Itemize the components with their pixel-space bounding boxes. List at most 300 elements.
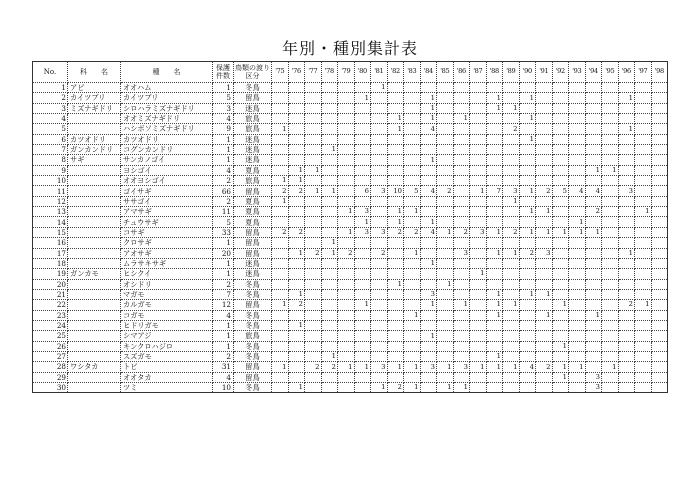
year-count-cell: [486, 134, 503, 144]
year-count-cell: [321, 300, 338, 310]
year-count-cell: 1: [404, 310, 421, 320]
header-year: '85: [437, 62, 454, 83]
species-name-cell: マガモ: [121, 289, 213, 299]
family-name-cell: ミズナギドリ: [68, 103, 121, 113]
year-count-cell: [354, 165, 371, 175]
row-no-cell: 24: [33, 320, 68, 330]
year-count-cell: [354, 248, 371, 258]
year-count-cell: [453, 372, 470, 382]
species-name-cell: コサギ: [121, 227, 213, 237]
year-count-cell: [519, 351, 536, 361]
year-count-cell: 1: [272, 300, 289, 310]
year-count-cell: [585, 134, 602, 144]
year-count-cell: 1: [453, 114, 470, 124]
year-count-cell: [635, 134, 652, 144]
year-count-cell: [288, 145, 305, 155]
year-count-cell: [651, 362, 668, 372]
year-count-cell: [470, 176, 487, 186]
year-count-cell: [519, 258, 536, 268]
species-name-cell: チュウサギ: [121, 217, 213, 227]
protection-count-cell: 4: [213, 114, 234, 124]
year-count-cell: [338, 279, 355, 289]
header-year: '96: [618, 62, 635, 83]
header-count: 保護件数: [213, 62, 234, 83]
year-count-cell: 2: [305, 362, 322, 372]
year-count-cell: [536, 320, 553, 330]
protection-count-cell: 1: [213, 83, 234, 93]
year-count-cell: 1: [536, 310, 553, 320]
year-count-cell: [420, 165, 437, 175]
year-count-cell: [569, 83, 586, 93]
species-name-cell: ヒドリガモ: [121, 320, 213, 330]
migration-type-cell: 冬鳥: [234, 382, 272, 392]
year-count-cell: [437, 341, 454, 351]
year-count-cell: 1: [437, 227, 454, 237]
year-count-cell: [338, 145, 355, 155]
table-row: [33, 134, 668, 144]
year-count-cell: 1: [371, 83, 388, 93]
year-count-cell: [437, 93, 454, 103]
year-count-cell: [404, 114, 421, 124]
year-count-cell: [437, 176, 454, 186]
year-count-cell: 1: [420, 93, 437, 103]
year-count-cell: [371, 124, 388, 134]
year-count-cell: [635, 372, 652, 382]
table-row: [33, 103, 668, 113]
year-count-cell: [321, 124, 338, 134]
row-no-cell: 14: [33, 217, 68, 227]
year-count-cell: [569, 372, 586, 382]
family-name-cell: アビ: [68, 83, 121, 93]
year-count-cell: [404, 217, 421, 227]
family-name-cell: ガンカモ: [68, 269, 121, 279]
year-count-cell: [387, 289, 404, 299]
year-count-cell: [371, 145, 388, 155]
year-count-cell: [437, 217, 454, 227]
year-count-cell: 2: [536, 186, 553, 196]
year-count-cell: [486, 279, 503, 289]
year-count-cell: [519, 331, 536, 341]
year-count-cell: [651, 269, 668, 279]
year-count-cell: [486, 372, 503, 382]
year-count-cell: [354, 155, 371, 165]
year-count-cell: [486, 382, 503, 392]
protection-count-cell: 1: [213, 331, 234, 341]
family-name-cell: [68, 300, 121, 310]
year-count-cell: [602, 103, 619, 113]
year-count-cell: [453, 289, 470, 299]
family-name-cell: [68, 227, 121, 237]
year-count-cell: [321, 207, 338, 217]
header-family: 科 名: [68, 62, 121, 83]
year-count-cell: [552, 248, 569, 258]
year-count-cell: 1: [536, 207, 553, 217]
year-count-cell: [602, 93, 619, 103]
year-count-cell: [387, 258, 404, 268]
year-count-cell: [338, 124, 355, 134]
year-count-cell: [404, 300, 421, 310]
table-body: [33, 83, 668, 393]
year-count-cell: [305, 372, 322, 382]
family-name-cell: [68, 196, 121, 206]
year-count-cell: 2: [453, 227, 470, 237]
row-no-cell: 25: [33, 331, 68, 341]
year-count-cell: [552, 124, 569, 134]
year-count-cell: 1: [404, 248, 421, 258]
year-count-cell: [618, 289, 635, 299]
year-count-cell: [585, 196, 602, 206]
year-count-cell: [288, 310, 305, 320]
year-count-cell: [321, 331, 338, 341]
year-count-cell: 2: [387, 227, 404, 237]
year-count-cell: [404, 83, 421, 93]
year-count-cell: [635, 331, 652, 341]
year-count-cell: [651, 300, 668, 310]
year-count-cell: [569, 93, 586, 103]
year-count-cell: [470, 289, 487, 299]
year-count-cell: [321, 176, 338, 186]
year-count-cell: [519, 196, 536, 206]
year-count-cell: [651, 196, 668, 206]
year-count-cell: [420, 320, 437, 330]
year-count-cell: [305, 227, 322, 237]
year-count-cell: 1: [272, 196, 289, 206]
header-year: '98: [651, 62, 668, 83]
year-count-cell: 1: [519, 227, 536, 237]
year-count-cell: [305, 310, 322, 320]
migration-type-cell: 迷鳥: [234, 269, 272, 279]
year-count-cell: [453, 165, 470, 175]
year-count-cell: [552, 196, 569, 206]
year-count-cell: [602, 134, 619, 144]
year-count-cell: [404, 238, 421, 248]
year-count-cell: [552, 279, 569, 289]
year-count-cell: [420, 372, 437, 382]
year-count-cell: [470, 341, 487, 351]
year-count-cell: [338, 269, 355, 279]
year-count-cell: [404, 320, 421, 330]
year-count-cell: [635, 289, 652, 299]
year-count-cell: [503, 382, 520, 392]
year-count-cell: [552, 238, 569, 248]
year-count-cell: 1: [618, 248, 635, 258]
migration-type-cell: 旅鳥: [234, 331, 272, 341]
year-count-cell: [503, 145, 520, 155]
year-count-cell: [288, 238, 305, 248]
migration-type-cell: 留鳥: [234, 372, 272, 382]
year-count-cell: [453, 207, 470, 217]
species-name-cell: ムラサキサギ: [121, 258, 213, 268]
year-count-cell: 4: [519, 362, 536, 372]
year-count-cell: 1: [338, 362, 355, 372]
year-count-cell: [569, 289, 586, 299]
year-count-cell: [387, 310, 404, 320]
species-name-cell: カツオドリ: [121, 134, 213, 144]
year-count-cell: [404, 279, 421, 289]
year-count-cell: [453, 258, 470, 268]
family-name-cell: [68, 382, 121, 392]
year-count-cell: 1: [503, 103, 520, 113]
table-row: [33, 269, 668, 279]
year-count-cell: [453, 351, 470, 361]
protection-count-cell: 3: [213, 103, 234, 113]
year-count-cell: [651, 217, 668, 227]
year-count-cell: [288, 196, 305, 206]
family-name-cell: [68, 372, 121, 382]
year-count-cell: [585, 145, 602, 155]
species-name-cell: コガモ: [121, 310, 213, 320]
year-count-cell: 3: [618, 186, 635, 196]
year-count-cell: [387, 248, 404, 258]
species-name-cell: ササゴイ: [121, 196, 213, 206]
year-count-cell: [470, 382, 487, 392]
year-count-cell: [503, 269, 520, 279]
year-count-cell: [305, 83, 322, 93]
year-count-cell: 1: [420, 300, 437, 310]
year-count-cell: [486, 83, 503, 93]
year-count-cell: 1: [387, 124, 404, 134]
table-row: [33, 351, 668, 361]
year-count-cell: [272, 382, 289, 392]
year-count-cell: [371, 279, 388, 289]
year-count-cell: [602, 186, 619, 196]
year-count-cell: [618, 145, 635, 155]
year-count-cell: [486, 114, 503, 124]
year-count-cell: [536, 176, 553, 186]
year-count-cell: [536, 258, 553, 268]
year-count-cell: [585, 238, 602, 248]
year-count-cell: 1: [420, 217, 437, 227]
protection-count-cell: 33: [213, 227, 234, 237]
year-count-cell: [651, 124, 668, 134]
year-count-cell: [602, 124, 619, 134]
year-count-cell: [519, 103, 536, 113]
year-count-cell: [272, 351, 289, 361]
year-count-cell: 1: [486, 93, 503, 103]
year-count-cell: [404, 351, 421, 361]
year-count-cell: [651, 331, 668, 341]
year-count-cell: [585, 103, 602, 113]
year-count-cell: [338, 289, 355, 299]
year-count-cell: [635, 310, 652, 320]
table-row: [33, 320, 668, 330]
year-count-cell: [635, 227, 652, 237]
year-count-cell: 1: [321, 186, 338, 196]
year-count-cell: 2: [321, 362, 338, 372]
year-count-cell: [552, 114, 569, 124]
migration-type-cell: 冬鳥: [234, 341, 272, 351]
year-count-cell: [618, 155, 635, 165]
year-count-cell: [354, 310, 371, 320]
protection-count-cell: 2: [213, 351, 234, 361]
year-count-cell: [305, 289, 322, 299]
year-count-cell: [437, 331, 454, 341]
row-no-cell: 22: [33, 300, 68, 310]
year-count-cell: 1: [305, 186, 322, 196]
year-count-cell: [470, 320, 487, 330]
year-count-cell: [536, 93, 553, 103]
species-name-cell: オシドリ: [121, 279, 213, 289]
year-count-cell: [519, 145, 536, 155]
year-count-cell: [453, 310, 470, 320]
year-count-cell: [453, 269, 470, 279]
year-count-cell: [272, 269, 289, 279]
year-count-cell: [338, 351, 355, 361]
protection-count-cell: 1: [213, 238, 234, 248]
year-count-cell: [635, 165, 652, 175]
year-count-cell: [651, 382, 668, 392]
year-count-cell: [569, 124, 586, 134]
year-count-cell: [338, 83, 355, 93]
year-count-cell: [470, 93, 487, 103]
year-count-cell: [585, 114, 602, 124]
year-count-cell: [305, 351, 322, 361]
family-name-cell: ワシタカ: [68, 362, 121, 372]
year-count-cell: [354, 289, 371, 299]
year-count-cell: 1: [486, 351, 503, 361]
migration-type-cell: 夏鳥: [234, 217, 272, 227]
year-count-cell: 2: [404, 227, 421, 237]
migration-type-cell: 迷鳥: [234, 103, 272, 113]
row-no-cell: 18: [33, 258, 68, 268]
year-count-cell: 1: [321, 351, 338, 361]
year-count-cell: [618, 196, 635, 206]
year-count-cell: [305, 124, 322, 134]
year-count-cell: [552, 155, 569, 165]
year-count-cell: 3: [503, 186, 520, 196]
year-count-cell: [503, 258, 520, 268]
year-count-cell: [635, 217, 652, 227]
year-count-cell: 1: [437, 279, 454, 289]
migration-type-cell: 冬鳥: [234, 289, 272, 299]
protection-count-cell: 5: [213, 217, 234, 227]
year-count-cell: [453, 155, 470, 165]
year-count-cell: [618, 165, 635, 175]
year-count-cell: [387, 155, 404, 165]
year-count-cell: 1: [486, 289, 503, 299]
year-count-cell: [602, 145, 619, 155]
table-row: [33, 310, 668, 320]
year-count-cell: [503, 320, 520, 330]
year-count-cell: [338, 382, 355, 392]
year-count-cell: [470, 248, 487, 258]
year-count-cell: [420, 207, 437, 217]
year-count-cell: [635, 248, 652, 258]
year-count-cell: [470, 155, 487, 165]
year-count-cell: [552, 83, 569, 93]
species-name-cell: シロハラミズナギドリ: [121, 103, 213, 113]
year-count-cell: [288, 207, 305, 217]
year-count-cell: [404, 145, 421, 155]
year-count-cell: [569, 279, 586, 289]
year-count-cell: 4: [420, 186, 437, 196]
row-no-cell: 8: [33, 155, 68, 165]
year-count-cell: [519, 372, 536, 382]
species-name-cell: オオタカ: [121, 372, 213, 382]
year-count-cell: [470, 258, 487, 268]
family-name-cell: [68, 217, 121, 227]
row-no-cell: 16: [33, 238, 68, 248]
year-count-cell: 2: [288, 186, 305, 196]
year-count-cell: 1: [552, 341, 569, 351]
year-count-cell: [354, 331, 371, 341]
year-count-cell: 1: [371, 382, 388, 392]
protection-count-cell: 1: [213, 269, 234, 279]
year-count-cell: [272, 258, 289, 268]
protection-count-cell: 4: [213, 165, 234, 175]
year-count-cell: [420, 279, 437, 289]
year-count-cell: [470, 238, 487, 248]
year-count-cell: [272, 372, 289, 382]
year-count-cell: [503, 372, 520, 382]
year-count-cell: [651, 289, 668, 299]
year-count-cell: 1: [321, 145, 338, 155]
year-count-cell: [387, 134, 404, 144]
year-count-cell: [305, 103, 322, 113]
family-name-cell: [68, 176, 121, 186]
year-count-cell: [387, 341, 404, 351]
year-count-cell: [602, 248, 619, 258]
year-count-cell: [651, 351, 668, 361]
table-row: [33, 207, 668, 217]
year-count-cell: 1: [519, 207, 536, 217]
year-count-cell: [371, 134, 388, 144]
year-count-cell: [486, 176, 503, 186]
year-count-cell: [602, 176, 619, 186]
year-count-cell: [552, 310, 569, 320]
year-count-cell: [437, 155, 454, 165]
table-row: [33, 217, 668, 227]
year-count-cell: [651, 114, 668, 124]
year-count-cell: [519, 124, 536, 134]
year-count-cell: [569, 207, 586, 217]
year-count-cell: [272, 155, 289, 165]
year-count-cell: [321, 382, 338, 392]
year-count-cell: [404, 269, 421, 279]
year-count-cell: [371, 93, 388, 103]
migration-type-cell: 留鳥: [234, 227, 272, 237]
year-count-cell: [338, 165, 355, 175]
year-count-cell: 1: [305, 165, 322, 175]
year-count-cell: [536, 217, 553, 227]
year-count-cell: [371, 289, 388, 299]
year-count-cell: [354, 341, 371, 351]
year-count-cell: [354, 134, 371, 144]
year-count-cell: [536, 382, 553, 392]
family-name-cell: [68, 320, 121, 330]
table-row: [33, 362, 668, 372]
year-count-cell: [453, 145, 470, 155]
species-name-cell: アオサギ: [121, 248, 213, 258]
year-count-cell: [288, 331, 305, 341]
year-count-cell: [338, 310, 355, 320]
header-year: '87: [470, 62, 487, 83]
year-count-cell: [288, 258, 305, 268]
migration-type-cell: 留鳥: [234, 186, 272, 196]
species-name-cell: オオヨシゴイ: [121, 176, 213, 186]
year-count-cell: [618, 279, 635, 289]
year-count-cell: 5: [552, 186, 569, 196]
protection-count-cell: 66: [213, 186, 234, 196]
year-count-cell: [288, 341, 305, 351]
year-count-cell: [503, 93, 520, 103]
year-count-cell: [519, 238, 536, 248]
year-count-cell: [585, 300, 602, 310]
year-count-cell: 2: [305, 248, 322, 258]
year-count-cell: [651, 248, 668, 258]
species-name-cell: ツミ: [121, 382, 213, 392]
year-count-cell: [272, 320, 289, 330]
